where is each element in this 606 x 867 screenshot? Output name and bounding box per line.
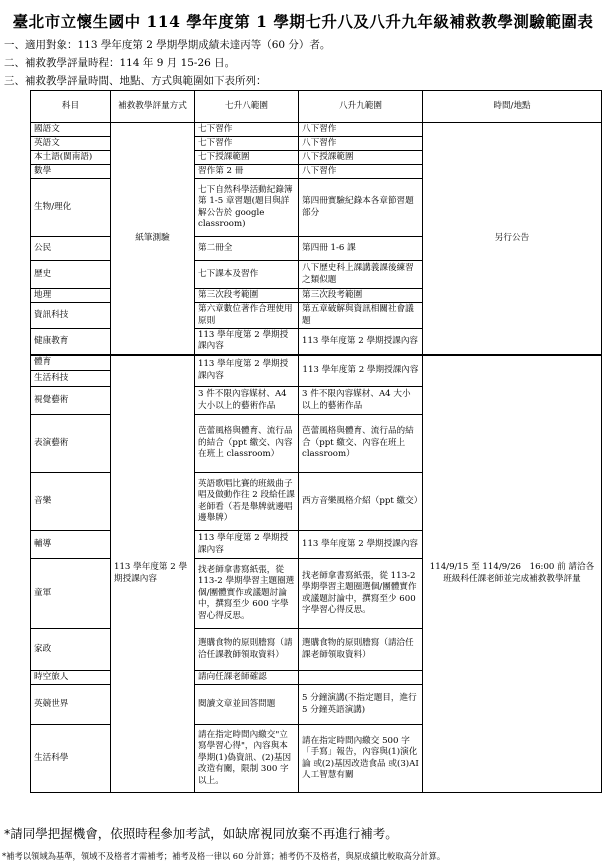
page-title: 臺北市立懷生國中 114 學年度第 1 學期七升八及八升九年級補救教學測驗範圍表 [12, 12, 594, 31]
subject-cell: 地理 [31, 289, 111, 303]
grade8-scope: 八下授課範圍 [299, 151, 423, 165]
grade8-scope-empty [299, 671, 423, 685]
exam-scope-table [30, 90, 602, 793]
subject-cell: 音樂 [31, 473, 111, 531]
grade7-scope: 3 件不限內容媒材、A4 大小以上的藝術作品 [195, 387, 299, 415]
grade8-scope: 113 學年度第 2 學期授課內容 [299, 531, 423, 559]
subject-cell: 童軍 [31, 559, 111, 629]
grade8-scope: 西方音樂風格介紹（ppt 繳交） [299, 473, 423, 531]
time-place-announce: 另行公告 [423, 123, 602, 355]
grade8-scope: 找老師拿書寫紙張，從 113-2 學期學習主題圈選個/團體實作或議題討論中，撰寫至少 600 字學習心得反思。 [299, 559, 423, 629]
footer-reminder: *請同學把握機會，依照時程參加考試，如缺席視同放棄不再進行補考。 [4, 826, 398, 841]
grade7-scope: 請在指定時間內繳交"立寫學習心得"，內容與本學期(1)偽資訊、(2)基因改造有關，限制 300 字以上。 [195, 725, 299, 793]
grade8-scope: 選購食物的原則謄寫（請洽任課老師領取資料） [299, 629, 423, 671]
subject-cell: 體育 [31, 355, 111, 371]
method-cell-course: 113 學年度第 2 學期授課內容 [111, 355, 195, 793]
grade7-scope: 七下課本及習作 [195, 261, 299, 289]
subject-cell: 生物/理化 [31, 179, 111, 237]
grade7-scope: 選購食物的原則謄寫（請洽任課教師領取資料） [195, 629, 299, 671]
subject-cell: 生活科技 [31, 371, 111, 387]
grade7-scope: 芭蕾風格與體育、流行品的結合（ppt 繳交、內容在班上 classroom） [195, 415, 299, 473]
subject-cell: 家政 [31, 629, 111, 671]
grade8-scope: 八下歷史科上課講義課後練習之類似題 [299, 261, 423, 289]
info-line-3: 三、補救教學評量時間、地點、方式與範圍如下表所列： [4, 75, 267, 87]
footer-note: *補考以領域為基準，領域不及格者才需補考；補考及格一律以 60 分計算；補考仍不及格者，與原成績比較取高分計算。 [2, 851, 446, 861]
subject-cell: 本土語(閩南語) [31, 151, 111, 165]
time-place-deadline: 114/9/15 至 114/9/26 16:00 前 請洽各班級科任課老師並完成補救教學評量 [423, 355, 602, 793]
grade8-scope: 請在指定時間內繳交 500 字「手寫」報告，內容與(1)演化論 或(2)基因改造食品 或(3)AI 人工智慧有關 [299, 725, 423, 793]
subject-cell: 國語文 [31, 123, 111, 137]
subject-cell: 公民 [31, 237, 111, 261]
grade7-scope: 七下自然科學活動紀錄簿第 1-5 章習題(題目與詳解公告於 google classroom) [195, 179, 299, 237]
grade7-scope: 113 學年度第 2 學期授課內容 [195, 329, 299, 355]
grade8-scope: 3 件不限內容媒材、A4 大小以上的藝術作品 [299, 387, 423, 415]
subject-cell: 健康教育 [31, 329, 111, 355]
subject-cell: 英競世界 [31, 685, 111, 725]
grade8-scope: 113 學年度第 2 學期授課內容 [299, 329, 423, 355]
grade8-scope: 第五章破解與資訊相關社會議題 [299, 303, 423, 329]
header-time-place: 時間/地點 [423, 91, 602, 123]
subject-cell: 資訊科技 [31, 303, 111, 329]
header-grade8: 八升九範圍 [299, 91, 423, 123]
grade8-scope: 芭蕾風格與體育、流行品的結合（ppt 繳交、內容在班上 classroom） [299, 415, 423, 473]
grade7-scope: 習作第 2 冊 [195, 165, 299, 179]
info-line-2: 二、補救教學評量時程：114 年 9 月 15-26 日。 [4, 57, 236, 69]
subject-cell: 視覺藝術 [31, 387, 111, 415]
grade8-scope: 八下習作 [299, 165, 423, 179]
subject-cell: 表演藝術 [31, 415, 111, 473]
header-method: 補救教學評量方式 [111, 91, 195, 123]
grade7-scope: 七下習作 [195, 123, 299, 137]
grade7-scope: 第三次段考範圍 [195, 289, 299, 303]
grade8-scope: 第四冊 1-6 課 [299, 237, 423, 261]
grade7-scope: 找老師拿書寫紙張，從 113-2 學期學習主題圈選個/團體實作或議題討論中，撰寫至少 600 字學習心得反思。 [195, 559, 299, 629]
header-grade7: 七升八範圍 [195, 91, 299, 123]
grade7-scope: 七下習作 [195, 137, 299, 151]
grade7-scope: 英語歌唱比賽的班級曲子唱及做動作往 2 段給任課老師看（若是舉牌就邊唱邊舉牌） [195, 473, 299, 531]
grade8-scope: 第四冊實驗紀錄本各章節習題部分 [299, 179, 423, 237]
grade7-scope: 第六章數位著作合理使用原則 [195, 303, 299, 329]
header-subject: 科目 [31, 91, 111, 123]
grade8-scope: 113 學年度第 2 學期授課內容 [299, 355, 423, 387]
grade7-scope: 第二冊全 [195, 237, 299, 261]
subject-cell: 歷史 [31, 261, 111, 289]
subject-cell: 英語文 [31, 137, 111, 151]
grade7-scope: 113 學年度第 2 學期授課內容 [195, 355, 299, 387]
grade8-scope: 5 分鐘演講(不指定題目，進行 5 分鐘英語演講) [299, 685, 423, 725]
grade8-scope: 第三次段考範圍 [299, 289, 423, 303]
subject-cell: 數學 [31, 165, 111, 179]
subject-cell: 時空旅人 [31, 671, 111, 685]
grade7-scope: 七下授課範圍 [195, 151, 299, 165]
grade8-scope: 八下習作 [299, 137, 423, 151]
grade8-scope: 八下習作 [299, 123, 423, 137]
subject-cell: 輔導 [31, 531, 111, 559]
method-cell-written: 紙筆測驗 [111, 123, 195, 355]
info-line-1: 一、適用對象：113 學年度第 2 學期學期成績未達丙等（60 分）者。 [4, 39, 331, 51]
grade7-scope: 閱讀文章並回答問題 [195, 685, 299, 725]
subject-cell: 生活科學 [31, 725, 111, 793]
grade7-scope: 請向任課老師確認 [195, 671, 299, 685]
grade7-scope: 113 學年度第 2 學期授課內容 [195, 531, 299, 559]
